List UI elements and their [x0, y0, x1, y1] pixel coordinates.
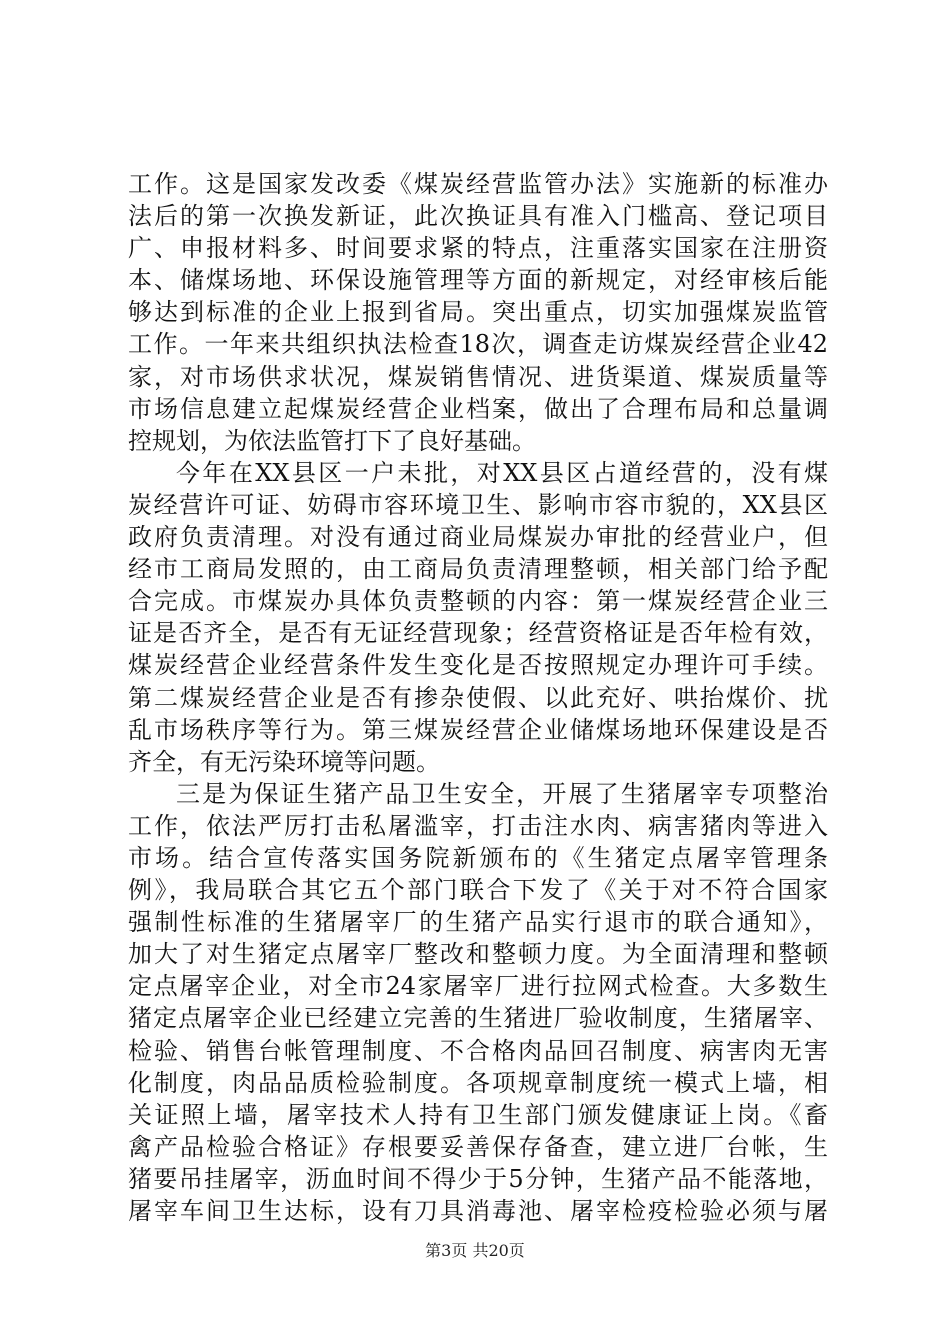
text-line: 工作。这是国家发改委《煤炭经营监管办法》实施新的标准办: [128, 170, 828, 198]
text-line: 控规划，为依法监管打下了良好基础。: [128, 426, 536, 455]
text-line: 屠宰车间卫生达标，设有刀具消毒池、屠宰检疫检验必须与屠: [128, 1197, 828, 1225]
text-line: 证是否齐全，是否有无证经营现象；经营资格证是否年检有效，: [128, 619, 828, 648]
text-line: 关证照上墙，屠宰技术人持有卫生部门颁发健康证上岗。《畜: [128, 1100, 828, 1129]
page-footer: 第3页 共20页: [425, 1241, 525, 1260]
text-line: 第二煤炭经营企业是否有掺杂使假、以此充好、哄抬煤价、扰: [128, 683, 828, 712]
text-line: 加大了对生猪定点屠宰厂整改和整顿力度。为全面清理和整顿: [128, 940, 828, 969]
text-line: 猪定点屠宰企业已经建立完善的生猪进厂验收制度，生猪屠宰、: [128, 1004, 828, 1033]
text-line: 今年在XX县区一户未批，对XX县区占道经营的，没有煤: [176, 458, 828, 487]
text-line: 政府负责清理。对没有通过商业局煤炭办审批的经营业户，但: [128, 523, 828, 552]
text-line: 市场信息建立起煤炭经营企业档案，做出了合理布局和总量调: [128, 394, 828, 423]
text-line: 例》，我局联合其它五个部门联合下发了《关于对不符合国家: [128, 876, 828, 905]
text-line: 经市工商局发照的，由工商局负责清理整顿，相关部门给予配: [128, 555, 828, 584]
text-line: 化制度，肉品品质检验制度。各项规章制度统一模式上墙，相: [128, 1068, 828, 1097]
paragraph: [128, 168, 828, 457]
text-line: 三是为保证生猪产品卫生安全，开展了生猪屠宰专项整治: [176, 779, 828, 808]
text-line: 炭经营许可证、妨碍市容环境卫生、影响市容市貌的，XX县区: [128, 490, 828, 519]
text-line: 本、储煤场地、环保设施管理等方面的新规定，对经审核后能: [128, 266, 828, 295]
text-line: 工作，依法严厉打击私屠滥宰，打击注水肉、病害猪肉等进入: [128, 811, 828, 840]
text-line: 家，对市场供求状况，煤炭销售情况、进货渠道、煤炭质量等: [128, 362, 828, 391]
text-line: 市场。结合宣传落实国务院新颁布的《生猪定点屠宰管理条: [128, 843, 828, 872]
text-line: 齐全，有无污染环境等问题。: [128, 747, 440, 776]
text-line: 够达到标准的企业上报到省局。突出重点，切实加强煤炭监管: [128, 298, 828, 327]
text-line: 定点屠宰企业，对全市24家屠宰厂进行拉网式检查。大多数生: [128, 972, 828, 1001]
text-line: 猪要吊挂屠宰，沥血时间不得少于5分钟，生猪产品不能落地，: [128, 1164, 828, 1193]
text-line: 强制性标准的生猪屠宰厂的生猪产品实行退市的联合通知》，: [128, 908, 828, 937]
paragraph: [128, 457, 828, 778]
text-line: 煤炭经营企业经营条件发生变化是否按照规定办理许可手续。: [128, 651, 828, 680]
text-line: 合完成。市煤炭办具体负责整顿的内容：第一煤炭经营企业三: [128, 587, 828, 616]
text-line: 工作。一年来共组织执法检查18次，调查走访煤炭经营企业42: [128, 330, 828, 359]
text-line: 检验、销售台帐管理制度、不合格肉品回召制度、病害肉无害: [128, 1036, 828, 1065]
text-line: 乱市场秩序等行为。第三煤炭经营企业储煤场地环保建设是否: [128, 715, 828, 744]
paragraph: [128, 778, 828, 1227]
text-line: 广、申报材料多、时间要求紧的特点，注重落实国家在注册资: [128, 234, 828, 263]
text-line: 禽产品检验合格证》存根要妥善保存备查，建立进厂台帐，生: [128, 1132, 828, 1161]
document-body: [128, 168, 828, 1227]
text-line: 法后的第一次换发新证，此次换证具有准入门槛高、登记项目: [128, 202, 828, 231]
